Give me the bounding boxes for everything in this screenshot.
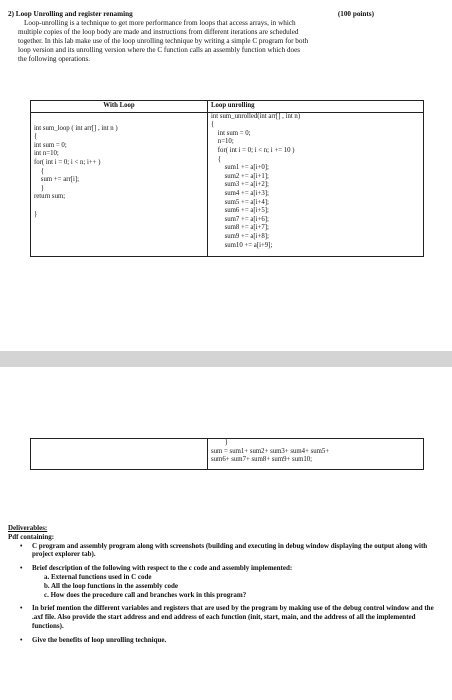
loop-unrolling-code [208, 113, 423, 251]
loop-unrolling-code-continued [208, 439, 423, 465]
code-line: sum = sum1+ sum2+ sum3+ sum4+ sum5+ [211, 447, 330, 455]
deliverable-subitem: a. External functions used in C code [44, 572, 152, 581]
code-line: } [211, 439, 228, 446]
deliverables-title: Deliverables: [8, 524, 48, 532]
code-line: { [211, 155, 222, 163]
question-points: (100 points) [337, 10, 374, 18]
description-line: Loop-unrolling is a technique to get more performance from loops that access arrays, in which [24, 19, 296, 27]
code-line: } [34, 184, 45, 192]
code-line: sum4 += a[i+3]; [211, 189, 269, 197]
description-line: loop version and its unrolling version where the C function calls an assembly function which does [18, 46, 301, 54]
code-line: { [34, 133, 38, 141]
bullet-icon: • [20, 564, 23, 573]
question-header [8, 10, 444, 64]
deliverable-item [20, 604, 444, 630]
code-line [31, 202, 207, 211]
loop-unrolling-column-continued [208, 439, 423, 469]
code-line: sum6+ sum7+ sum8+ sum9+ sum10; [211, 456, 313, 464]
code-table [30, 100, 424, 257]
code-line: int sum = 0; [34, 141, 67, 149]
bullet-icon: • [20, 541, 23, 550]
code-line: for( int i = 0; i < n; i += 10 ) [211, 146, 295, 154]
deliverable-item [20, 542, 444, 560]
code-line: sum7 += a[i+6]; [211, 215, 269, 223]
code-line: sum3 += a[i+2]; [211, 181, 269, 189]
code-line: sum5 += a[i+4]; [211, 198, 269, 206]
code-line: sum9 += a[i+8]; [211, 232, 269, 240]
bullet-icon: • [20, 604, 23, 613]
deliverables-section [8, 524, 444, 645]
code-line: { [211, 121, 215, 129]
loop-unrolling-column [208, 101, 423, 256]
code-line: sum10 += a[i+9]; [211, 241, 273, 249]
deliverables-subtitle: Pdf containing: [8, 532, 55, 541]
deliverable-subitem: b. All the loop functions in the assembly code [44, 581, 178, 590]
deliverable-item [20, 564, 444, 573]
deliverable-text: In brief mention the different variables and registers that are used by the program by making use of the debug control window and the .axf file. Also provide the start address and end address of each function (init, start, main, and the address of all the implemented functions). [32, 604, 434, 630]
code-line: sum1 += a[i+0]; [211, 164, 269, 172]
code-line: int sum_unrolled(int arr[] , int n) [211, 112, 301, 120]
deliverable-text: Brief description of the following with respect to the c code and assembly implemented: [32, 564, 293, 573]
code-line: return sum; [34, 193, 66, 201]
code-line: int sum_loop ( int arr[] , int n ) [34, 124, 118, 132]
description-line: the following operations. [18, 55, 91, 63]
code-line: for( int i = 0; i < n; i++ ) [34, 158, 101, 166]
question-description [18, 19, 444, 64]
page-separator [0, 351, 452, 367]
code-line: sum += arr[i]; [34, 176, 80, 184]
code-line: int sum = 0; [211, 129, 251, 137]
deliverable-subitem: c. How does the procedure call and branches work in this program? [44, 590, 247, 599]
deliverable-text: Give the benefits of loop unrolling technique. [32, 635, 167, 644]
code-line: int n=10; [34, 150, 59, 158]
with-loop-column-continued [31, 439, 208, 469]
description-line: together. In this lab make use of the loop unrolling technique by writing a simple C program for both [18, 37, 309, 45]
code-line: } [34, 210, 38, 218]
code-line: sum2 += a[i+1]; [211, 172, 269, 180]
deliverable-text: C program and assembly program along with screenshots (building and executing in debug window displaying the output along with project explorer tab). [32, 541, 428, 559]
with-loop-header: With Loop [31, 101, 207, 113]
deliverable-item [20, 636, 444, 645]
bullet-icon: • [20, 635, 23, 644]
description-line: multiple copies of the loop body are made and instructions from different iterations are scheduled [18, 28, 299, 36]
with-loop-column [31, 101, 208, 256]
code-line: sum6 += a[i+5]; [211, 207, 269, 215]
code-line: n=10; [211, 138, 234, 146]
loop-unrolling-header: Loop unrolling [208, 101, 423, 113]
deliverables-list [8, 542, 444, 645]
code-line: sum8 += a[i+7]; [211, 224, 269, 232]
question-title: 2) Loop Unrolling and register renaming [8, 10, 133, 18]
code-table-continued [30, 438, 424, 470]
code-line: { [34, 167, 45, 175]
with-loop-code [31, 125, 207, 220]
